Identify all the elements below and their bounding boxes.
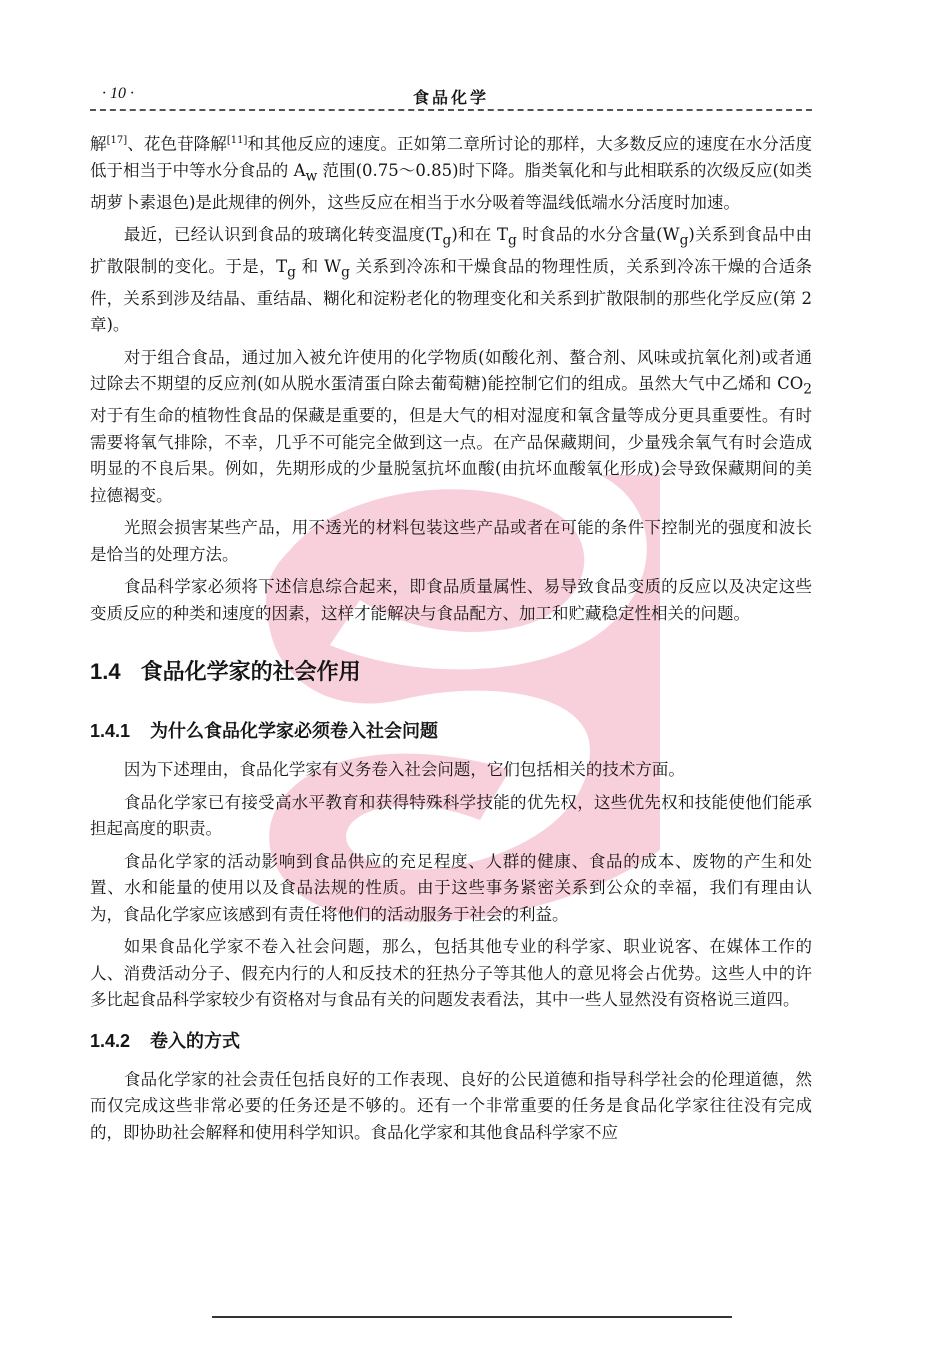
page-number: · 10 · (102, 85, 134, 102)
paragraph: 如果食品化学家不卷入社会问题，那么，包括其他专业的科学家、职业说客、在媒体工作的人、消费活动分子、假充内行的人和反技术的狂热分子等其他人的意见将会占优势。这些人中的许多比起食品科学家较少有资格对与食品有关的问题发表看法，其中一些人显然没有资格说三道四。 (90, 937, 812, 1010)
paragraph: 最近，已经认识到食品的玻璃化转变温度$(T_g)$和在 $T_g$ 时食品的水分含量$(W_g)$关系到食品中由扩散限制的变化。于是，$T_g$ 和 $W_g$ 关系到冷冻和干燥食品的物理性质，关系到冷冻干燥的合适条件，关系到涉及结晶、重结晶、糊化和淀粉老化的物理变化和关系到扩散限制的那些化学反应(第 2 章)。 (90, 225, 812, 335)
paragraph: 食品化学家的活动影响到食品供应的充足程度、人群的健康、食品的成本、废物的产生和处置、水和能量的使用以及食品法规的性质。由于这些事务紧密关系到公众的幸福，我们有理由认为，食品化学家应该感到有责任将他们的活动服务于社会的利益。 (90, 851, 812, 924)
paragraph: 光照会损害某些产品，用不透光的材料包装这些产品或者在可能的条件下控制光的强度和波长是恰当的处理方法。 (90, 518, 812, 564)
paragraph: 食品化学家已有接受高水平教育和获得特殊科学技能的优先权，这些优先权和技能使他们能承担起高度的职责。 (90, 792, 812, 839)
subsection-heading: 1.4.1 为什么食品化学家必须卷入社会问题 (90, 721, 439, 743)
paragraph: 对于组合食品，通过加入被允许使用的化学物质(如酸化剂、螯合剂、风味或抗氧化剂)或者通过除去不期望的反应剂(如从脱水蛋清蛋白除去葡萄糖)能控制它们的组成。虽然大气中乙烯和 $CO_2$ 对于有生命的植物性食品的保藏是重要的，但是大气的相对湿度和氧含量等成分更具重要性。有时需要将氧气排除，不幸，几乎不可能完全做到这一点。在产品保藏期间，少量残余氧气有时会造成明显的不良后果。例如，先期形成的少量脱氢抗坏血酸(由抗坏血酸氧化形成)会导致保藏期间的美拉德褐变。 (90, 347, 812, 505)
subsection-heading: 1.4.2 卷入的方式 (90, 1030, 241, 1052)
running-title: 食品化学 (412, 88, 489, 107)
section-heading: 1.4 食品化学家的社会作用 (90, 659, 361, 686)
paragraph: 食品科学家必须将下述信息综合起来，即食品质量属性、易导致食品变质的反应以及决定这些变质反应的种类和速度的因素，这样才能解决与食品配方、加工和贮藏稳定性相关的问题。 (90, 577, 812, 623)
body-text (90, 128, 812, 1152)
scan-edge-line (212, 1316, 732, 1318)
paragraph: 食品化学家的社会责任包括良好的工作表现、良好的公民道德和指导科学社会的伦理道德，然而仅完成这些非常必要的任务还是不够的。还有一个非常重要的任务是食品化学家往往没有完成的，即协助社会解释和使用科学知识。食品化学家和其他食品科学家不应 (90, 1069, 812, 1142)
paragraph: 因为下述理由，食品化学家有义务卷入社会问题，它们包括相关的技术方面。 (123, 760, 685, 780)
paragraph: 解[17]、花色苷降解[11]和其他反应的速度。正如第二章所讨论的那样，大多数反应的速度在水分活度低于相当于中等水分食品的 $A_w$ 范围(0.75～0.85)时下降。脂类氧化和与此相联系的次级反应(如类胡萝卜素退色)是此规律的例外，这些反应在相当于水分吸着等温线低端水分活度时加速。 (90, 134, 813, 212)
running-header (90, 85, 812, 111)
